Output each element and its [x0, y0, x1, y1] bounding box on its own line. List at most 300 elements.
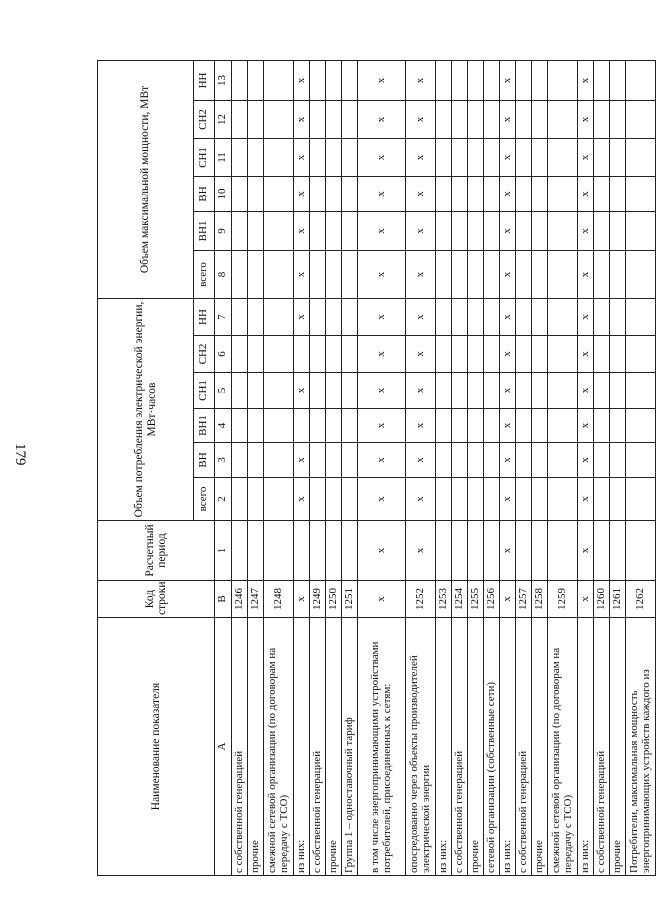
value-cell: [626, 250, 656, 298]
value-cell: [548, 409, 578, 443]
value-cell: х: [500, 250, 516, 298]
value-cell: х: [406, 443, 436, 478]
value-cell: х: [500, 211, 516, 250]
subheader-cell: всего: [194, 478, 215, 521]
row-period-cell: [232, 521, 248, 581]
value-cell: [548, 336, 578, 373]
value-cell: х: [578, 336, 594, 373]
value-cell: [452, 176, 468, 211]
row-code-cell: 1250: [326, 581, 342, 618]
value-cell: [310, 478, 326, 521]
value-cell: [342, 336, 358, 373]
value-cell: [452, 409, 468, 443]
row-code-cell: 1255: [468, 581, 484, 618]
value-cell: [626, 100, 656, 138]
row-code-cell: 1259: [548, 581, 578, 618]
value-cell: [594, 478, 610, 521]
column-number: 13: [215, 60, 232, 100]
value-cell: [452, 336, 468, 373]
column-number: 10: [215, 176, 232, 211]
table-row: [358, 60, 406, 875]
row-code-cell: 1248: [264, 581, 294, 618]
value-cell: [516, 298, 532, 335]
value-cell: [532, 478, 548, 521]
subheader-cell: СН2: [194, 100, 215, 138]
value-cell: [484, 250, 500, 298]
value-cell: [264, 336, 294, 373]
value-cell: [310, 298, 326, 335]
table-row: [500, 60, 516, 875]
value-cell: [468, 373, 484, 409]
value-cell: [232, 60, 248, 100]
value-cell: [326, 336, 342, 373]
value-cell: х: [500, 409, 516, 443]
subheader-cell: ВН1: [194, 409, 215, 443]
subheader-cell: НН: [194, 60, 215, 100]
row-period-cell: [326, 521, 342, 581]
value-cell: х: [294, 478, 310, 521]
subheader-cell: ВН1: [194, 211, 215, 250]
value-cell: [248, 443, 264, 478]
value-cell: [232, 250, 248, 298]
value-cell: [484, 100, 500, 138]
value-cell: х: [358, 100, 406, 138]
value-cell: [610, 409, 626, 443]
value-cell: [548, 138, 578, 176]
value-cell: [594, 250, 610, 298]
row-period-cell: [468, 521, 484, 581]
value-cell: [436, 336, 452, 373]
value-cell: [484, 336, 500, 373]
row-name-cell: с собственной генерацией: [516, 618, 532, 876]
value-cell: [326, 100, 342, 138]
value-cell: [326, 250, 342, 298]
value-cell: [310, 100, 326, 138]
row-name-cell: смежной сетевой организации (по договорам на передачу с ТСО): [264, 618, 294, 876]
row-period-cell: х: [406, 521, 436, 581]
value-cell: [484, 211, 500, 250]
table-row: [326, 60, 342, 875]
table-row: [248, 60, 264, 875]
value-cell: х: [406, 250, 436, 298]
subheader-cell: СН1: [194, 138, 215, 176]
value-cell: [548, 443, 578, 478]
value-cell: [248, 250, 264, 298]
value-cell: [484, 478, 500, 521]
value-cell: х: [358, 373, 406, 409]
table-row: [452, 60, 468, 875]
value-cell: [548, 478, 578, 521]
value-cell: [248, 336, 264, 373]
value-cell: [626, 443, 656, 478]
value-cell: [436, 373, 452, 409]
value-cell: х: [500, 478, 516, 521]
table-row: [610, 60, 626, 875]
value-cell: [516, 336, 532, 373]
value-cell: х: [358, 443, 406, 478]
value-cell: [610, 60, 626, 100]
value-cell: х: [358, 176, 406, 211]
value-cell: [232, 100, 248, 138]
row-name-cell: опосредованно через объекты производителей электрической энергии: [406, 618, 436, 876]
value-cell: [610, 250, 626, 298]
value-cell: [594, 373, 610, 409]
row-period-cell: [484, 521, 500, 581]
column-number: 6: [215, 336, 232, 373]
value-cell: [516, 100, 532, 138]
column-number: 2: [215, 478, 232, 521]
row-period-cell: [342, 521, 358, 581]
header-power-group: Объем максимальной мощности, МВт: [98, 60, 194, 298]
row-name-cell: прочие: [468, 618, 484, 876]
value-cell: [626, 336, 656, 373]
value-cell: [310, 250, 326, 298]
value-cell: х: [500, 298, 516, 335]
header-period: Расчетный период: [98, 521, 215, 581]
value-cell: х: [358, 250, 406, 298]
value-cell: [310, 211, 326, 250]
row-period-cell: [516, 521, 532, 581]
table-row: [310, 60, 326, 875]
value-cell: [532, 100, 548, 138]
value-cell: [452, 60, 468, 100]
value-cell: х: [578, 443, 594, 478]
value-cell: [594, 298, 610, 335]
value-cell: х: [578, 100, 594, 138]
value-cell: [532, 60, 548, 100]
row-name-cell: Потребители, максимальная мощность энергопринимающих устройств каждого из: [626, 618, 656, 876]
value-cell: х: [500, 138, 516, 176]
value-cell: [232, 478, 248, 521]
value-cell: [452, 373, 468, 409]
value-cell: [626, 478, 656, 521]
value-cell: х: [500, 443, 516, 478]
value-cell: [326, 211, 342, 250]
value-cell: [594, 443, 610, 478]
value-cell: х: [358, 211, 406, 250]
value-cell: [468, 443, 484, 478]
value-cell: [484, 60, 500, 100]
column-number: 7: [215, 298, 232, 335]
page-number: 179: [12, 443, 28, 466]
value-cell: [326, 138, 342, 176]
row-period-cell: [610, 521, 626, 581]
value-cell: х: [578, 409, 594, 443]
table-row: [468, 60, 484, 875]
row-name-cell: из них:: [436, 618, 452, 876]
value-cell: х: [294, 138, 310, 176]
value-cell: х: [358, 409, 406, 443]
value-cell: [532, 373, 548, 409]
value-cell: [516, 138, 532, 176]
value-cell: [436, 100, 452, 138]
value-cell: [516, 176, 532, 211]
value-cell: [264, 478, 294, 521]
value-cell: [484, 138, 500, 176]
value-cell: [436, 211, 452, 250]
value-cell: [342, 478, 358, 521]
value-cell: [610, 336, 626, 373]
row-period-cell: [248, 521, 264, 581]
column-number: 11: [215, 138, 232, 176]
header-energy-group: Объем потребления электрической энергии, МВт·часов: [98, 298, 194, 520]
value-cell: [342, 100, 358, 138]
value-cell: х: [358, 298, 406, 335]
value-cell: х: [500, 100, 516, 138]
value-cell: [248, 100, 264, 138]
row-code-cell: 1249: [310, 581, 326, 618]
value-cell: [610, 478, 626, 521]
value-cell: х: [406, 373, 436, 409]
subheader-cell: СН2: [194, 336, 215, 373]
row-name-cell: прочие: [610, 618, 626, 876]
value-cell: [232, 336, 248, 373]
value-cell: [468, 250, 484, 298]
subheader-cell: всего: [194, 250, 215, 298]
row-name-cell: прочие: [248, 618, 264, 876]
value-cell: [468, 138, 484, 176]
value-cell: х: [500, 336, 516, 373]
value-cell: [248, 478, 264, 521]
column-number: 9: [215, 211, 232, 250]
table-row: [436, 60, 452, 875]
value-cell: [326, 409, 342, 443]
value-cell: [326, 176, 342, 211]
row-code-cell: 1247: [248, 581, 264, 618]
row-name-cell: сетевой организации (собственные сети): [484, 618, 500, 876]
value-cell: [310, 443, 326, 478]
row-period-cell: [264, 521, 294, 581]
row-code-cell: 1256: [484, 581, 500, 618]
value-cell: [610, 443, 626, 478]
value-cell: [264, 373, 294, 409]
value-cell: [342, 409, 358, 443]
value-cell: х: [294, 60, 310, 100]
value-cell: [264, 409, 294, 443]
value-cell: [484, 373, 500, 409]
value-cell: х: [406, 60, 436, 100]
value-cell: [436, 478, 452, 521]
row-period-cell: [310, 521, 326, 581]
value-cell: [594, 60, 610, 100]
value-cell: [232, 176, 248, 211]
value-cell: х: [294, 443, 310, 478]
value-cell: [436, 176, 452, 211]
value-cell: х: [578, 298, 594, 335]
value-cell: [294, 409, 310, 443]
value-cell: х: [406, 336, 436, 373]
value-cell: [310, 176, 326, 211]
value-cell: [436, 298, 452, 335]
value-cell: [326, 478, 342, 521]
value-cell: [248, 373, 264, 409]
value-cell: [610, 176, 626, 211]
value-cell: [626, 409, 656, 443]
value-cell: [468, 336, 484, 373]
value-cell: [516, 478, 532, 521]
value-cell: [310, 60, 326, 100]
value-cell: [264, 60, 294, 100]
value-cell: х: [500, 60, 516, 100]
value-cell: [468, 176, 484, 211]
value-cell: х: [406, 138, 436, 176]
row-code-cell: х: [294, 581, 310, 618]
value-cell: [468, 100, 484, 138]
row-name-cell: из них:: [294, 618, 310, 876]
value-cell: х: [406, 100, 436, 138]
value-cell: х: [578, 373, 594, 409]
value-cell: [248, 211, 264, 250]
value-cell: [452, 298, 468, 335]
value-cell: [436, 250, 452, 298]
value-cell: [232, 443, 248, 478]
value-cell: [516, 211, 532, 250]
value-cell: [484, 298, 500, 335]
value-cell: [248, 60, 264, 100]
value-cell: х: [578, 138, 594, 176]
value-cell: [468, 298, 484, 335]
table-row: [626, 60, 656, 875]
value-cell: [626, 298, 656, 335]
row-code-cell: 1251: [342, 581, 358, 618]
table-row: [406, 60, 436, 875]
row-name-cell: прочие: [532, 618, 548, 876]
value-cell: х: [578, 478, 594, 521]
row-code-cell: 1260: [594, 581, 610, 618]
row-name-cell: в том числе энергопринимающими устройствами потребителей, присоединенных к сетям:: [358, 618, 406, 876]
table-row: [532, 60, 548, 875]
row-code-cell: х: [500, 581, 516, 618]
value-cell: [264, 100, 294, 138]
value-cell: [468, 211, 484, 250]
table-row: [264, 60, 294, 875]
value-cell: х: [294, 176, 310, 211]
value-cell: [548, 373, 578, 409]
value-cell: х: [294, 100, 310, 138]
column-number: 8: [215, 250, 232, 298]
value-cell: х: [578, 176, 594, 211]
value-cell: [626, 60, 656, 100]
row-name-cell: с собственной генерацией: [452, 618, 468, 876]
table-body: [232, 60, 656, 875]
value-cell: [326, 60, 342, 100]
value-cell: [232, 409, 248, 443]
value-cell: [594, 100, 610, 138]
value-cell: х: [406, 211, 436, 250]
value-cell: [626, 176, 656, 211]
value-cell: [594, 211, 610, 250]
value-cell: [342, 176, 358, 211]
value-cell: х: [406, 478, 436, 521]
row-code-cell: 1252: [406, 581, 436, 618]
value-cell: [310, 409, 326, 443]
value-cell: [548, 211, 578, 250]
value-cell: [626, 138, 656, 176]
row-name-cell: с собственной генерацией: [310, 618, 326, 876]
value-cell: [326, 373, 342, 409]
value-cell: [532, 443, 548, 478]
value-cell: х: [406, 409, 436, 443]
value-cell: [548, 60, 578, 100]
value-cell: [342, 211, 358, 250]
table-row: [342, 60, 358, 875]
value-cell: [310, 336, 326, 373]
value-cell: [248, 176, 264, 211]
row-code-cell: 1254: [452, 581, 468, 618]
value-cell: [610, 138, 626, 176]
value-cell: [532, 250, 548, 298]
value-cell: [342, 138, 358, 176]
value-cell: х: [358, 60, 406, 100]
value-cell: х: [294, 211, 310, 250]
value-cell: [264, 298, 294, 335]
value-cell: [436, 138, 452, 176]
value-cell: х: [294, 373, 310, 409]
value-cell: [548, 100, 578, 138]
row-period-cell: [294, 521, 310, 581]
row-period-cell: [548, 521, 578, 581]
value-cell: [532, 298, 548, 335]
value-cell: [516, 250, 532, 298]
column-number: 4: [215, 409, 232, 443]
value-cell: [232, 373, 248, 409]
row-code-cell: 1262: [626, 581, 656, 618]
value-cell: [326, 443, 342, 478]
table-row: [516, 60, 532, 875]
subheader-cell: ВН: [194, 176, 215, 211]
value-cell: [468, 478, 484, 521]
value-cell: х: [294, 298, 310, 335]
value-cell: [594, 176, 610, 211]
value-cell: [452, 211, 468, 250]
value-cell: [326, 298, 342, 335]
value-cell: [532, 409, 548, 443]
value-cell: х: [578, 60, 594, 100]
column-number: А: [215, 618, 232, 876]
value-cell: [294, 336, 310, 373]
table-row: [232, 60, 248, 875]
row-code-cell: х: [578, 581, 594, 618]
value-cell: [484, 443, 500, 478]
value-cell: [548, 298, 578, 335]
value-cell: [452, 138, 468, 176]
value-cell: [532, 211, 548, 250]
value-cell: х: [294, 250, 310, 298]
table-row: [294, 60, 310, 875]
value-cell: [468, 60, 484, 100]
value-cell: х: [500, 176, 516, 211]
value-cell: [264, 176, 294, 211]
value-cell: [436, 409, 452, 443]
row-period-cell: [452, 521, 468, 581]
value-cell: [342, 298, 358, 335]
value-cell: х: [406, 176, 436, 211]
value-cell: [264, 250, 294, 298]
value-cell: [452, 100, 468, 138]
value-cell: [610, 100, 626, 138]
rotated-table-container: [97, 61, 652, 876]
column-number: 12: [215, 100, 232, 138]
header-name: Наименование показателя: [98, 618, 215, 876]
row-code-cell: 1258: [532, 581, 548, 618]
value-cell: [610, 211, 626, 250]
value-cell: [516, 60, 532, 100]
row-period-cell: х: [578, 521, 594, 581]
header-code: Код строки: [98, 581, 215, 618]
value-cell: [594, 409, 610, 443]
value-cell: [610, 373, 626, 409]
value-cell: [436, 60, 452, 100]
